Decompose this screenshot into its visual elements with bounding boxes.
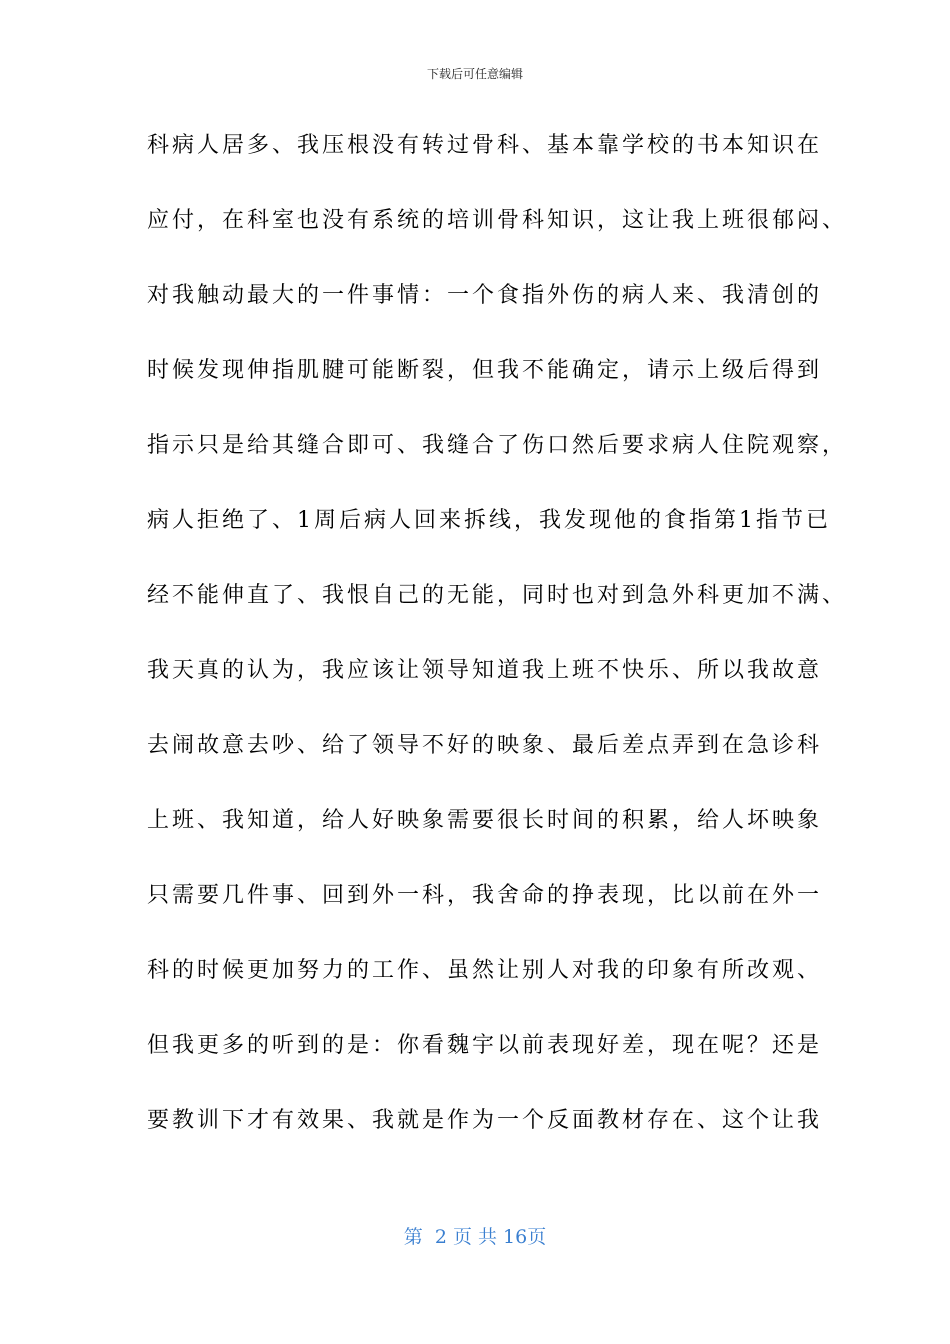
- text-line: 要教训下才有效果、我就是作为一个反面教材存在、这个让我: [147, 1108, 823, 1133]
- page-number-footer: 第 2 页 共 16页: [403, 1226, 547, 1248]
- text-line: 应付，在科室也没有系统的培训骨科知识，这让我上班很郁闷、: [147, 208, 848, 233]
- text-line: 但我更多的听到的是：你看魏宇以前表现好差，现在呢？还是: [147, 1033, 823, 1058]
- text-line: 病人拒绝了、1周后病人回来拆线，我发现他的食指第1指节已: [147, 508, 831, 533]
- text-line: 经不能伸直了、我恨自己的无能，同时也对到急外科更加不满、: [147, 583, 848, 608]
- text-line: 去闹故意去吵、给了领导不好的映象、最后差点弄到在急诊科: [147, 733, 823, 758]
- text-line: 时候发现伸指肌腱可能断裂，但我不能确定，请示上级后得到: [147, 358, 823, 383]
- text-line: 只需要几件事、回到外一科，我舍命的挣表现，比以前在外一: [147, 883, 823, 908]
- text-line: 指示只是给其缝合即可、我缝合了伤口然后要求病人住院观察，: [147, 433, 848, 458]
- document-body: [147, 124, 848, 1174]
- text-line: 对我触动最大的一件事情：一个食指外伤的病人来、我清创的: [147, 283, 823, 308]
- text-line: 上班、我知道，给人好映象需要很长时间的积累，给人坏映象: [147, 808, 823, 833]
- text-line: 科病人居多、我压根没有转过骨科、基本靠学校的书本知识在: [147, 133, 823, 158]
- text-line: 科的时候更加努力的工作、虽然让别人对我的印象有所改观、: [147, 958, 823, 983]
- header-note: 下载后可任意编辑: [426, 67, 523, 81]
- text-line: 我天真的认为，我应该让领导知道我上班不快乐、所以我故意: [147, 658, 823, 683]
